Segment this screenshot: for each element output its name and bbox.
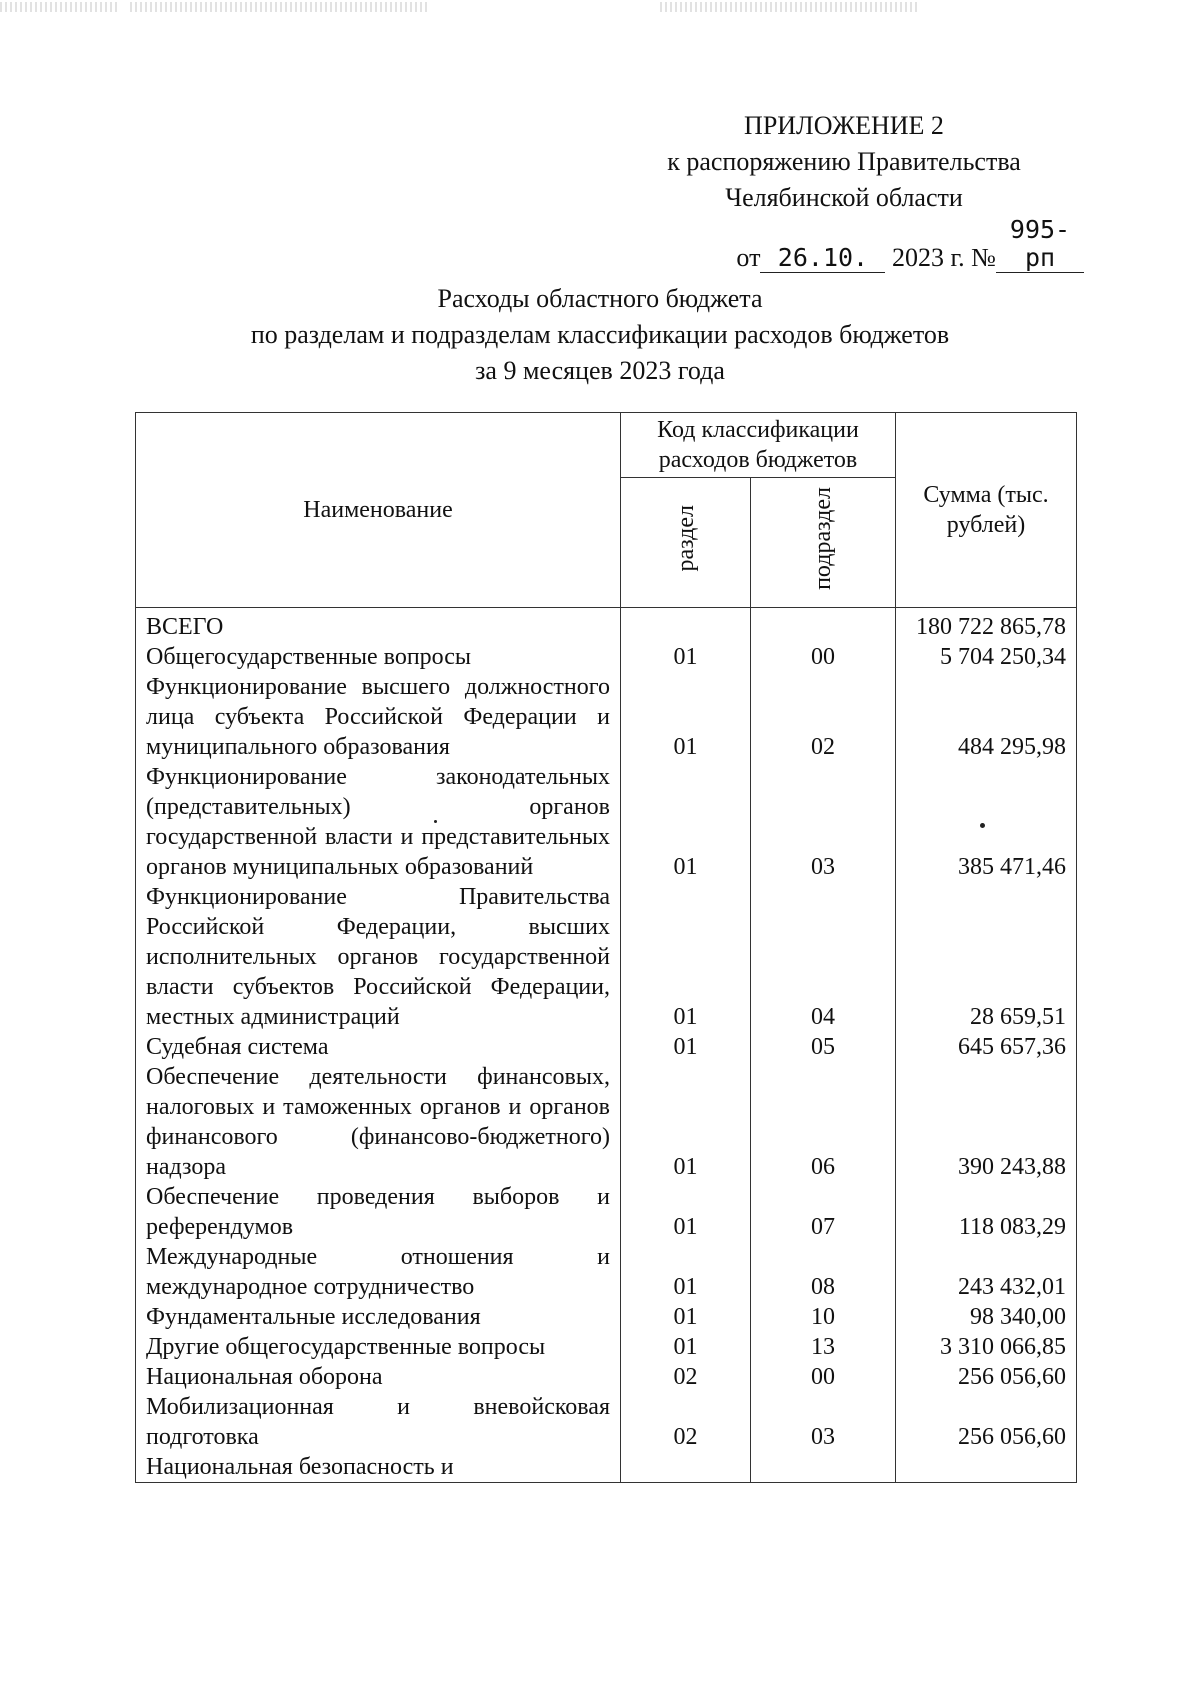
row-subsection: 04	[751, 882, 896, 1032]
row-section: 01	[621, 642, 751, 672]
table-row	[136, 642, 1077, 672]
row-section: 01	[621, 882, 751, 1032]
header-subsection: подраздел	[810, 487, 836, 590]
title-line-1: Расходы областного бюджета	[437, 284, 763, 313]
table-body	[136, 608, 1077, 1483]
title-line-2: по разделам и подразделам классификации расходов бюджетов	[250, 320, 950, 349]
row-section: 01	[621, 1332, 751, 1362]
table-row	[136, 1302, 1077, 1332]
row-sum: 243 432,01	[896, 1242, 1077, 1302]
row-subsection: 07	[751, 1182, 896, 1242]
row-sum: 484 295,98	[896, 672, 1077, 762]
document-title	[0, 281, 1200, 389]
table-row	[136, 672, 1077, 762]
row-subsection: 08	[751, 1242, 896, 1302]
row-section	[621, 608, 751, 643]
table-row	[136, 1452, 1077, 1483]
row-section: 01	[621, 1302, 751, 1332]
table-row	[136, 882, 1077, 1032]
row-sum: 390 243,88	[896, 1062, 1077, 1182]
row-name: Функционирование Правительства Российской Федерации, высших исполнительных органов государственной власти субъектов Российской Федерации, местных администраций	[136, 882, 621, 1032]
scan-artifact	[130, 2, 430, 12]
title-line-3: за 9 месяцев 2023 года	[475, 356, 725, 385]
row-sum: 180 722 865,78	[896, 608, 1077, 643]
table-row	[136, 608, 1077, 643]
date-field: 26.10.	[760, 244, 885, 273]
row-name: Общегосударственные вопросы	[136, 642, 621, 672]
row-name: Мобилизационная и вневойсковая подготовка	[136, 1392, 621, 1452]
row-sum: 28 659,51	[896, 882, 1077, 1032]
row-subsection: 03	[751, 1392, 896, 1452]
header-code-group: Код классификации расходов бюджетов	[621, 413, 896, 478]
appendix-number-line	[604, 216, 1084, 276]
row-name: Национальная оборона	[136, 1362, 621, 1392]
budget-table	[135, 412, 1077, 1483]
row-section	[621, 1452, 751, 1483]
row-subsection: 00	[751, 642, 896, 672]
row-name: Функционирование законодательных (представительных) органов государственной власти и представительных органов муниципальных образований	[136, 762, 621, 882]
row-section: 01	[621, 1032, 751, 1062]
table-row	[136, 1392, 1077, 1452]
appendix-header	[604, 108, 1084, 276]
row-name: Другие общегосударственные вопросы	[136, 1332, 621, 1362]
header-subsection-cell	[751, 478, 896, 608]
row-name: ВСЕГО	[136, 608, 621, 643]
row-sum: 645 657,36	[896, 1032, 1077, 1062]
header-section-cell	[621, 478, 751, 608]
row-subsection: 03	[751, 762, 896, 882]
scan-artifact	[0, 2, 120, 12]
row-name: Функционирование высшего должностного лица субъекта Российской Федерации и муниципального образования	[136, 672, 621, 762]
row-name: Обеспечение проведения выборов и референдумов	[136, 1182, 621, 1242]
row-sum: 5 704 250,34	[896, 642, 1077, 672]
scan-artifact	[660, 2, 920, 12]
row-subsection: 02	[751, 672, 896, 762]
row-subsection	[751, 608, 896, 643]
row-name: Обеспечение деятельности финансовых, налоговых и таможенных органов и органов финансового (финансово-бюджетного) надзора	[136, 1062, 621, 1182]
appendix-region-line: Челябинской области	[725, 183, 963, 212]
row-name: Судебная система	[136, 1032, 621, 1062]
row-subsection	[751, 1452, 896, 1483]
row-sum: 98 340,00	[896, 1302, 1077, 1332]
appendix-decree-line: к распоряжению Правительства	[667, 147, 1021, 176]
row-subsection: 05	[751, 1032, 896, 1062]
year-number-label: 2023 г. №	[891, 243, 996, 272]
header-section: раздел	[672, 505, 699, 572]
row-name: Международные отношения и международное сотрудничество	[136, 1242, 621, 1302]
row-section: 01	[621, 1242, 751, 1302]
row-subsection: 13	[751, 1332, 896, 1362]
row-sum: 256 056,60	[896, 1362, 1077, 1392]
row-sum: 256 056,60	[896, 1392, 1077, 1452]
row-subsection: 10	[751, 1302, 896, 1332]
row-sum: 3 310 066,85	[896, 1332, 1077, 1362]
row-section: 01	[621, 762, 751, 882]
table-row	[136, 1242, 1077, 1302]
row-sum: 385 471,46	[896, 762, 1077, 882]
table-row	[136, 1332, 1077, 1362]
table-row	[136, 1182, 1077, 1242]
row-name: Национальная безопасность и	[136, 1452, 621, 1483]
row-subsection: 00	[751, 1362, 896, 1392]
row-section: 01	[621, 1062, 751, 1182]
scan-speck	[434, 820, 437, 823]
table-row	[136, 1362, 1077, 1392]
scan-speck	[980, 823, 985, 828]
table-row	[136, 1032, 1077, 1062]
from-prefix: от	[736, 243, 761, 272]
row-section: 01	[621, 1182, 751, 1242]
table-row	[136, 762, 1077, 882]
row-subsection: 06	[751, 1062, 896, 1182]
document-number-field: 995-рп	[996, 216, 1084, 273]
row-sum	[896, 1452, 1077, 1483]
row-name: Фундаментальные исследования	[136, 1302, 621, 1332]
row-section: 01	[621, 672, 751, 762]
row-section: 02	[621, 1392, 751, 1452]
header-sum: Сумма (тыс. рублей)	[896, 413, 1077, 608]
row-sum: 118 083,29	[896, 1182, 1077, 1242]
appendix-title: ПРИЛОЖЕНИЕ 2	[744, 111, 944, 140]
table-row	[136, 1062, 1077, 1182]
header-name: Наименование	[136, 413, 621, 608]
row-section: 02	[621, 1362, 751, 1392]
